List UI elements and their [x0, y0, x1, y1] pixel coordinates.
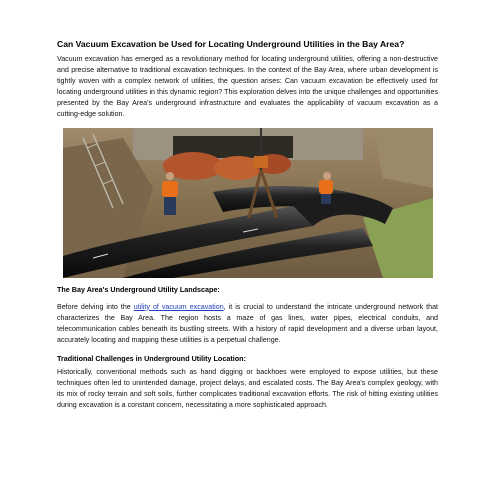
section1-heading: The Bay Area's Underground Utility Landscape:	[57, 284, 220, 294]
section2-heading: Traditional Challenges in Underground Utility Location:	[57, 353, 246, 363]
utility-of-vacuum-excavation-link[interactable]: utility of vacuum excavation	[133, 302, 224, 311]
section1-paragraph	[57, 302, 438, 346]
intro-paragraph: Vacuum excavation has emerged as a revolutionary method for locating underground utilities, offering a non-destructive and precise alternative to traditional excavation techniques. In the context of the Bay Area, where urban development is tightly woven with a complex network of utilities, the question arises: Can vacuum excavation be effectively used for locating underground utilities in this dynamic region? This exploration delves into the unique challenges and opportunities presented by the Bay Area's underground infrastructure and evaluates the applicability of vacuum excavation as a cutting-edge solution.	[57, 55, 438, 119]
excavation-photo	[63, 128, 433, 278]
section1-text-after-link: , it is crucial to understand the intricate underground network that characterizes the Bay Area. The region hosts a maze of gas lines, water pipes, electrical conduits, and telecommunication cables beneath its bustling streets. With a history of rapid development and a diverse urban layout, accurately locating and mapping these utilities is a perpetual challenge.	[57, 302, 438, 344]
section1-text-before-link: Before delving into the	[57, 302, 134, 311]
excavation-photo-illustration	[63, 128, 433, 278]
section2-paragraph: Historically, conventional methods such as hand digging or backhoes were employed to expose utilities, but these techniques often led to unintended damage, project delays, and escalated costs. The Bay Area's complex geology, with its mix of rocky terrain and soft soils, further complicates traditional excavation efforts. The risk of hitting existing utilities during excavation is a constant concern, necessitating a more sophisticated approach.	[57, 367, 438, 410]
article-title: Can Vacuum Excavation be Used for Locating Underground Utilities in the Bay Area?	[57, 39, 405, 49]
article	[57, 38, 438, 411]
